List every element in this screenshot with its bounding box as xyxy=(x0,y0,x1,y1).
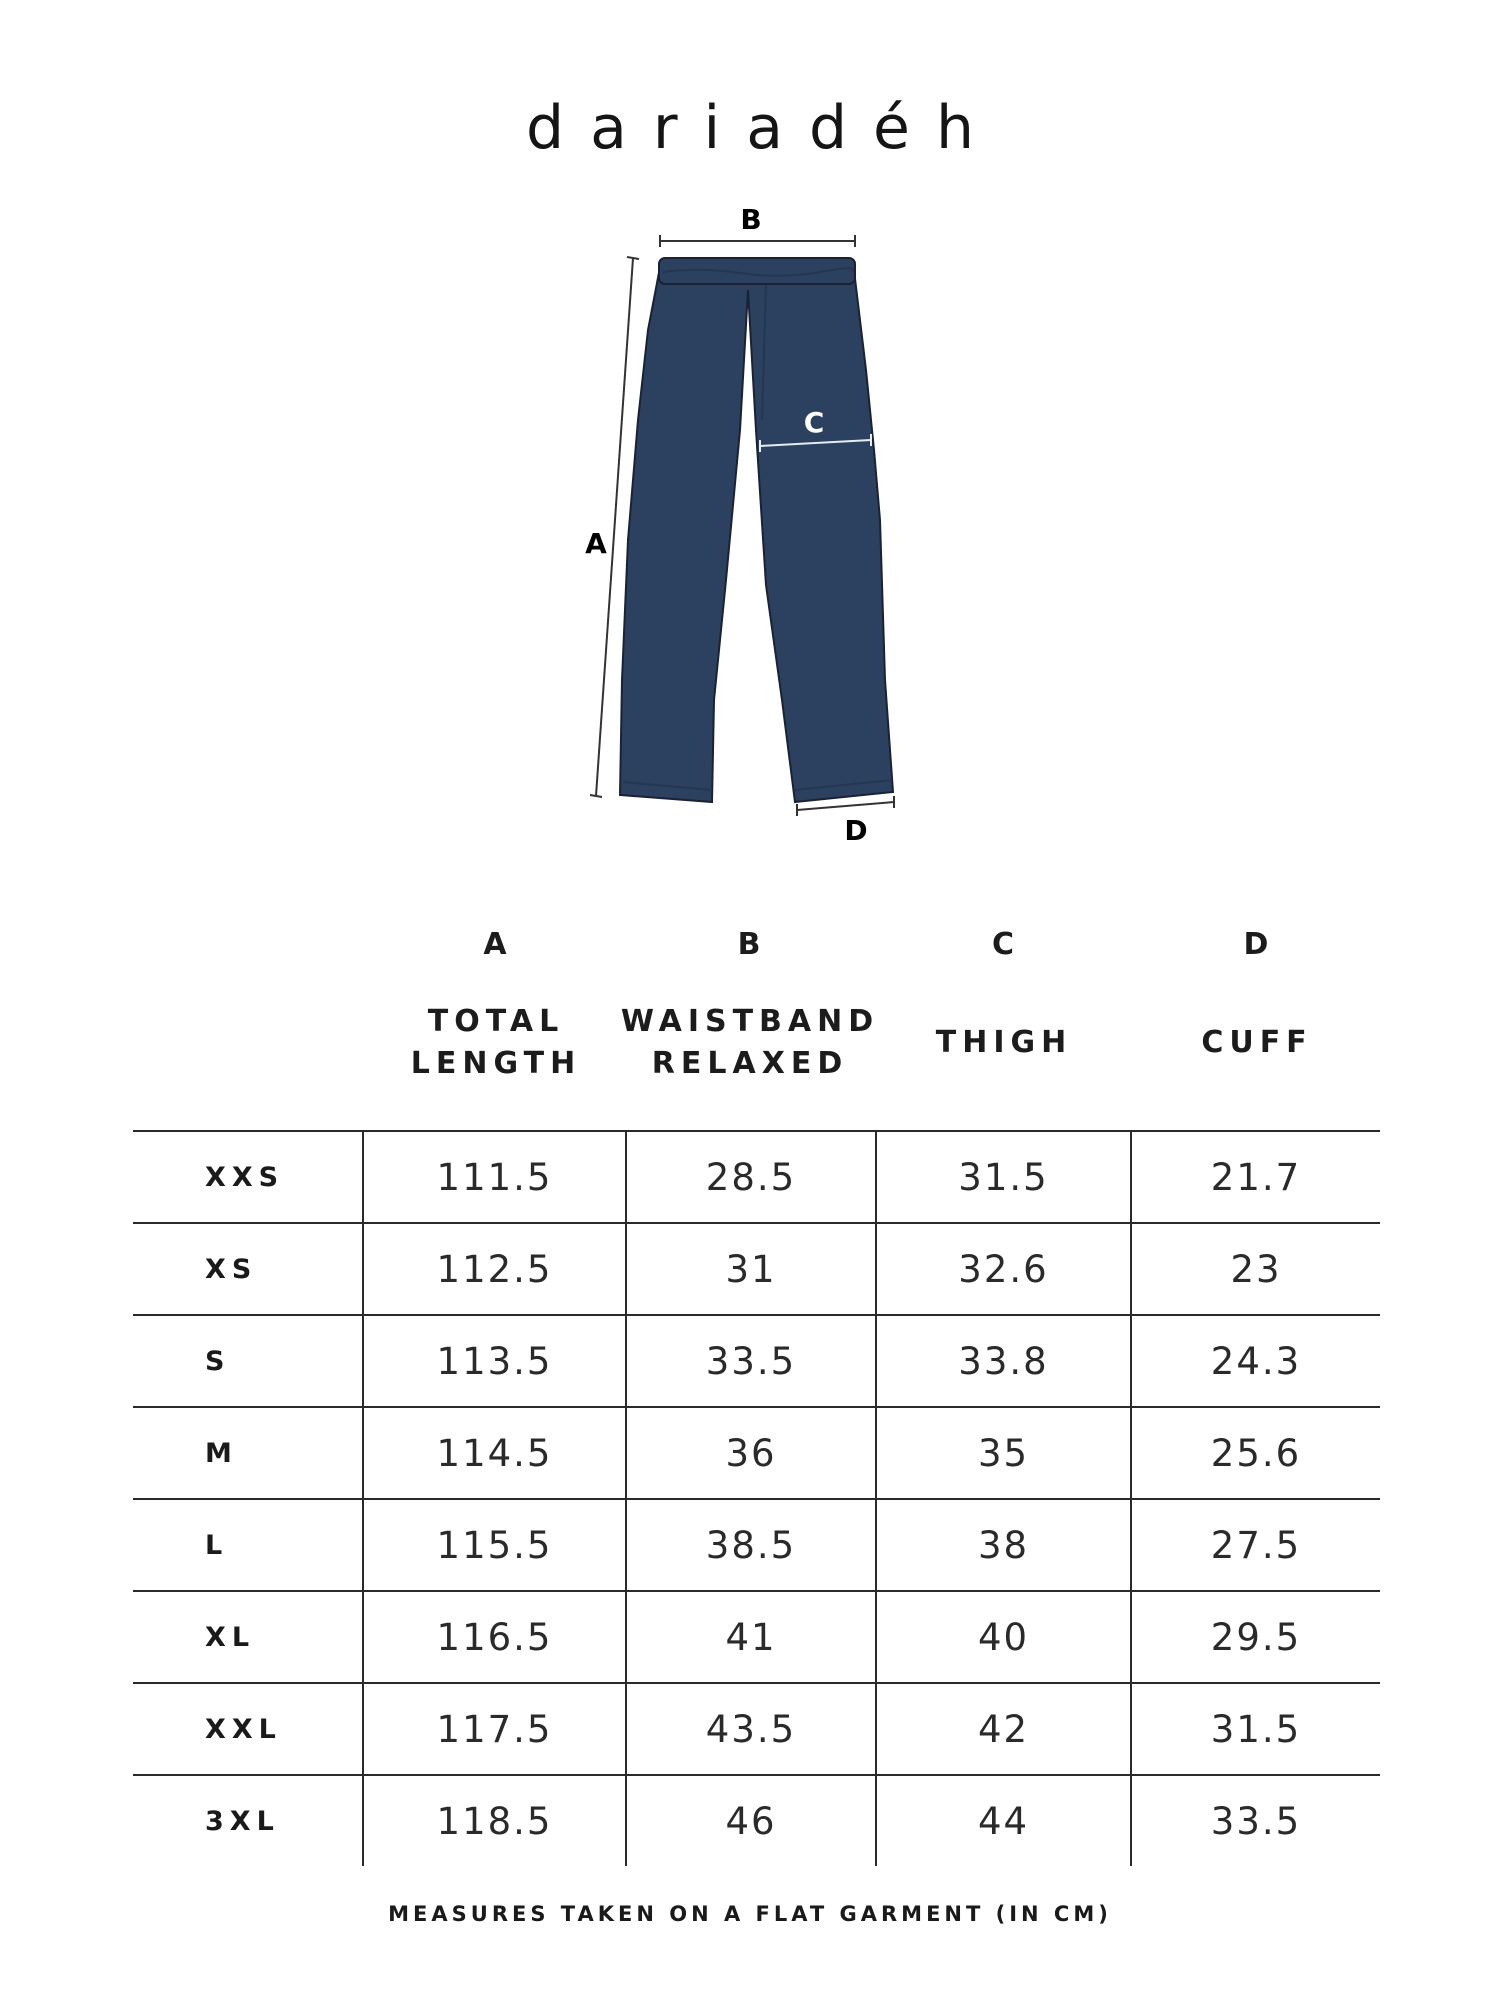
pants-body xyxy=(620,262,893,802)
brand-logo: dariadéh xyxy=(526,93,1000,163)
table-cell: 112.5 xyxy=(363,1223,626,1315)
table-cell: 24.3 xyxy=(1131,1315,1380,1407)
column-header-d xyxy=(1137,925,1377,1085)
table-cell: 40 xyxy=(876,1591,1131,1683)
table-row xyxy=(133,1223,1380,1315)
table-cell: 38 xyxy=(876,1499,1131,1591)
column-header-b xyxy=(620,925,880,1085)
table-cell: 33.8 xyxy=(876,1315,1131,1407)
table-cell: 111.5 xyxy=(363,1131,626,1223)
table-cell: 29.5 xyxy=(1131,1591,1380,1683)
column-letter: B xyxy=(737,927,763,962)
table-cell: 114.5 xyxy=(363,1407,626,1499)
table-cell: 46 xyxy=(626,1775,876,1866)
table-cell: 43.5 xyxy=(626,1683,876,1775)
table-row xyxy=(133,1131,1380,1223)
table-cell: 31.5 xyxy=(876,1131,1131,1223)
column-name: TOTAL LENGTH xyxy=(410,1004,582,1081)
table-row xyxy=(133,1775,1380,1866)
pants-measurement-diagram xyxy=(0,0,1500,880)
size-label: XL xyxy=(133,1591,363,1683)
table-row xyxy=(133,1407,1380,1499)
column-header-c xyxy=(884,925,1124,1085)
table-cell: 44 xyxy=(876,1775,1131,1866)
column-name: THIGH xyxy=(935,1025,1073,1060)
table-cell: 115.5 xyxy=(363,1499,626,1591)
table-cell: 116.5 xyxy=(363,1591,626,1683)
table-cell: 31.5 xyxy=(1131,1683,1380,1775)
table-cell: 42 xyxy=(876,1683,1131,1775)
table-cell: 27.5 xyxy=(1131,1499,1380,1591)
table-cell: 21.7 xyxy=(1131,1131,1380,1223)
table-cell: 117.5 xyxy=(363,1683,626,1775)
dimension-d-label: D xyxy=(844,814,868,847)
table-cell: 36 xyxy=(626,1407,876,1499)
table-cell: 118.5 xyxy=(363,1775,626,1866)
size-label: XXS xyxy=(133,1131,363,1223)
size-table xyxy=(133,1130,1380,1866)
dimension-a-label: A xyxy=(585,527,607,560)
size-label: 3XL xyxy=(133,1775,363,1866)
column-header-a xyxy=(376,925,616,1085)
column-letter: C xyxy=(991,927,1017,962)
size-label: XXL xyxy=(133,1683,363,1775)
dimension-d xyxy=(797,796,894,847)
table-row xyxy=(133,1499,1380,1591)
size-label: S xyxy=(133,1315,363,1407)
column-letter: A xyxy=(483,927,509,962)
table-cell: 33.5 xyxy=(626,1315,876,1407)
table-cell: 38.5 xyxy=(626,1499,876,1591)
table-cell: 25.6 xyxy=(1131,1407,1380,1499)
table-row xyxy=(133,1683,1380,1775)
column-name: CUFF xyxy=(1201,1025,1313,1060)
column-letter: D xyxy=(1243,927,1271,962)
table-cell: 35 xyxy=(876,1407,1131,1499)
table-cell: 113.5 xyxy=(363,1315,626,1407)
dimension-b xyxy=(660,203,855,247)
size-label: M xyxy=(133,1407,363,1499)
size-label: L xyxy=(133,1499,363,1591)
dimension-c-label: C xyxy=(803,406,825,439)
table-cell: 32.6 xyxy=(876,1223,1131,1315)
table-row xyxy=(133,1591,1380,1683)
footnote: MEASURES TAKEN ON A FLAT GARMENT (IN CM) xyxy=(388,1902,1112,1926)
table-cell: 31 xyxy=(626,1223,876,1315)
table-cell: 41 xyxy=(626,1591,876,1683)
table-cell: 28.5 xyxy=(626,1131,876,1223)
table-row xyxy=(133,1315,1380,1407)
column-name: WAISTBAND RELAXED xyxy=(620,1004,880,1081)
size-label: XS xyxy=(133,1223,363,1315)
dimension-b-label: B xyxy=(740,203,762,236)
table-cell: 33.5 xyxy=(1131,1775,1380,1866)
table-cell: 23 xyxy=(1131,1223,1380,1315)
